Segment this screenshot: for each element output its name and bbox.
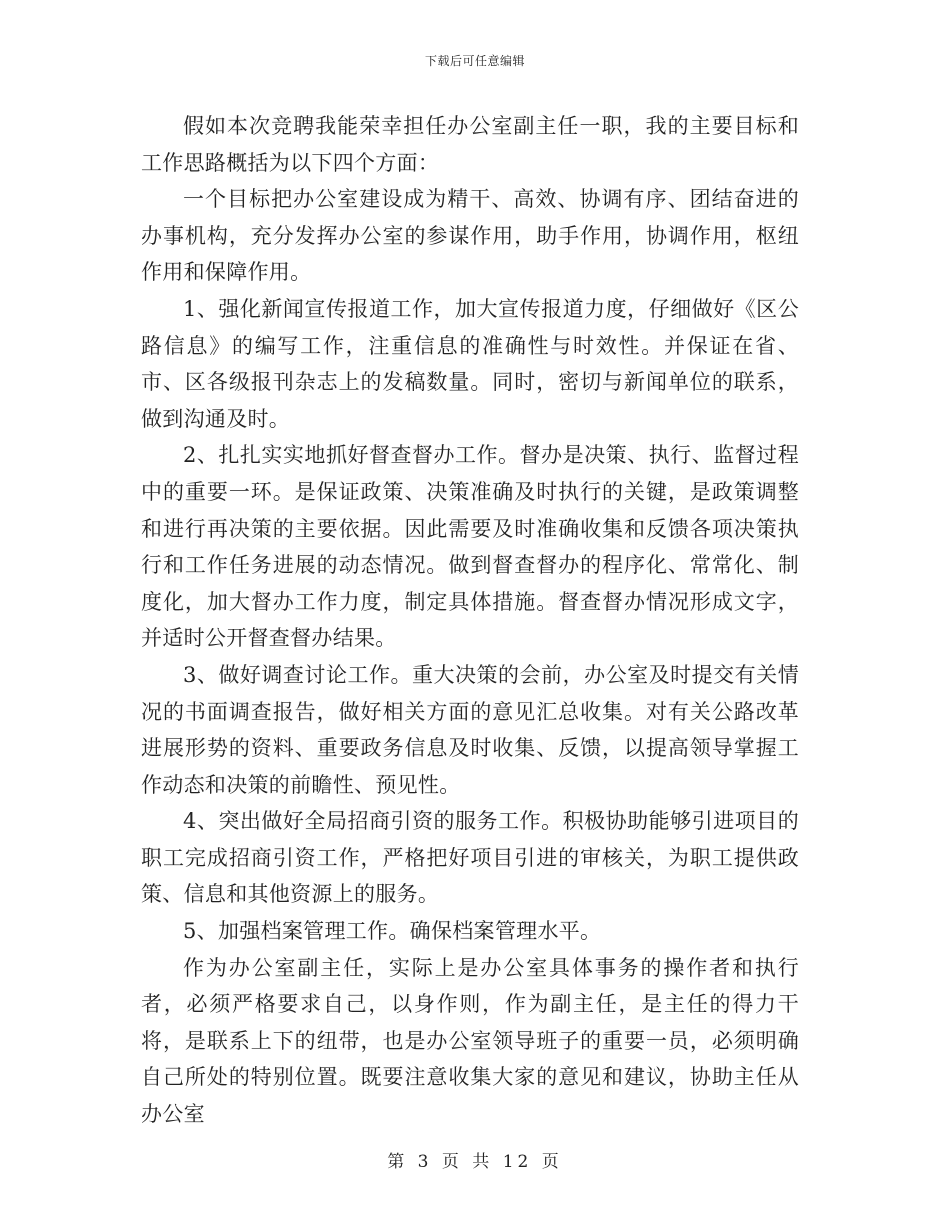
page-header: 下载后可任意编辑 bbox=[424, 54, 525, 68]
paragraph-item-5: 5、加强档案管理工作。确保档案管理水平。 bbox=[183, 919, 602, 944]
paragraph-item-1: 1、强化新闻宣传报道工作，加大宣传报道力度，仔细做好《区公路信息》的编写工作，注重信息的准确性与时效性。并保证在省、市、区各级报刊杂志上的发稿数量。同时，密切与新闻单位的联系，做到沟通及时。 bbox=[141, 296, 799, 431]
paragraph-goal: 一个目标把办公室建设成为精干、高效、协调有序、团结奋进的办事机构，充分发挥办公室的参谋作用，助手作用，协调作用，枢纽作用和保障作用。 bbox=[141, 187, 799, 285]
paragraph-intro: 假如本次竞聘我能荣幸担任办公室副主任一职，我的主要目标和工作思路概括为以下四个方面： bbox=[141, 114, 799, 175]
document-body bbox=[141, 108, 799, 1133]
page-number: 第 3 页 共 12 页 bbox=[387, 1152, 563, 1172]
paragraph-item-2: 2、扎扎实实地抓好督查督办工作。督办是决策、执行、监督过程中的重要一环。是保证政策、决策准确及时执行的关键，是政策调整和进行再决策的主要依据。因此需要及时准确收集和反馈各项决策执行和工作任务进展的动态情况。做到督查督办的程序化、常常化、制度化，加大督办工作力度，制定具体措施。督查督办情况形成文字，并适时公开督查督办结果。 bbox=[141, 443, 799, 651]
paragraph-item-4: 4、突出做好全局招商引资的服务工作。积极协助能够引进项目的职工完成招商引资工作，严格把好项目引进的审核关，为职工提供政策、信息和其他资源上的服务。 bbox=[141, 809, 799, 907]
paragraph-role: 作为办公室副主任，实际上是办公室具体事务的操作者和执行者，必须严格要求自己，以身作则，作为副主任，是主任的得力干将，是联系上下的纽带，也是办公室领导班子的重要一员，必须明确自己所处的特别位置。既要注意收集大家的意见和建议，协助主任从办公室 bbox=[141, 955, 799, 1127]
paragraph-item-3: 3、做好调查讨论工作。重大决策的会前，办公室及时提交有关情况的书面调查报告，做好相关方面的意见汇总收集。对有关公路改革进展形势的资料、重要政务信息及时收集、反馈，以提高领导掌握工作动态和决策的前瞻性、预见性。 bbox=[141, 662, 799, 797]
